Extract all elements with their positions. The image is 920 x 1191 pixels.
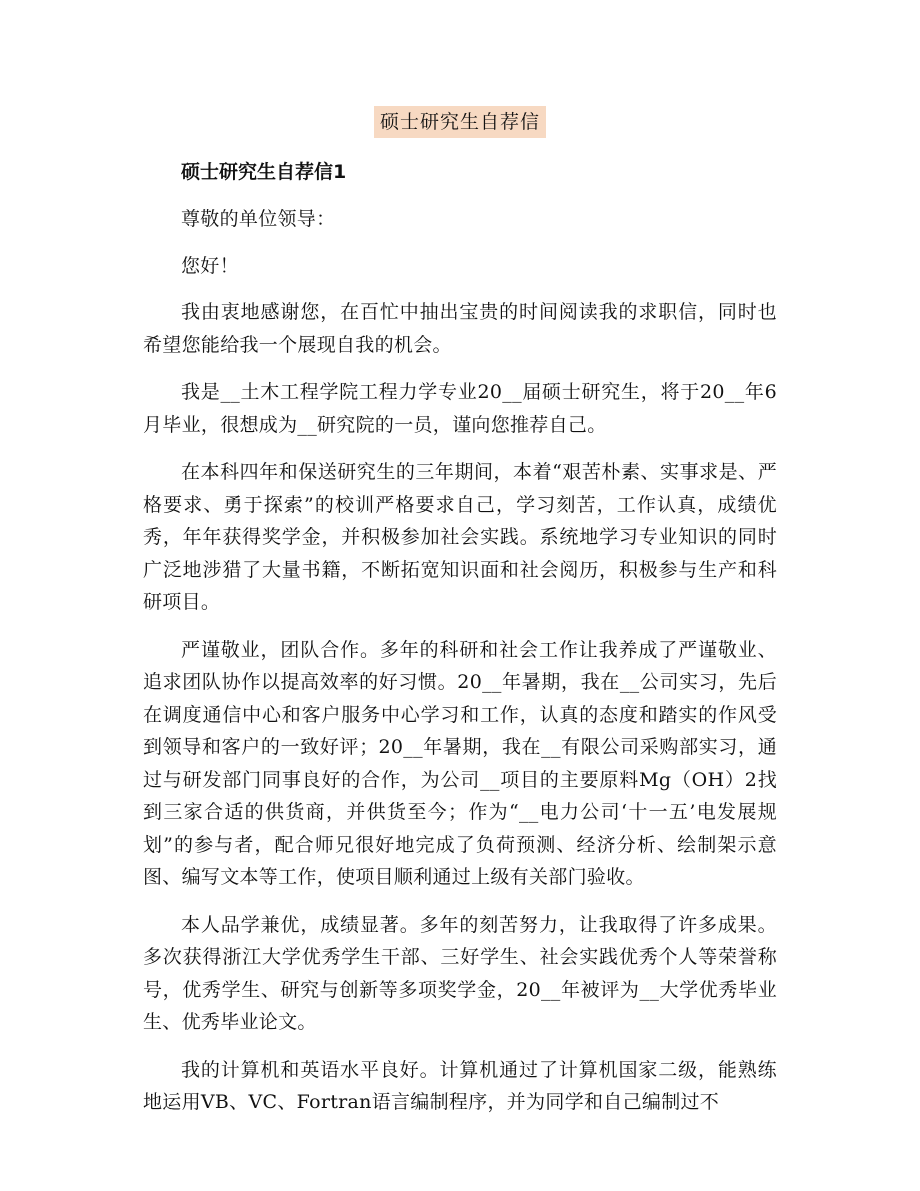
paragraph-thanks: 我由衷地感谢您，在百忙中抽出宝贵的时间阅读我的求职信，同时也希望您能给我一个展现自我的机会。 bbox=[143, 301, 777, 356]
paragraph-study-years: 在本科四年和保送研究生的三年期间，本着“艰苦朴素、实事求是、严格要求、勇于探索”的校训严格要求自己，学习刻苦，工作认真，成绩优秀，年年获得奖学金，并积极参加社会实践。系统地学习专业知识的同时广泛地涉猎了大量书籍，不断拓宽知识面和社会阅历，积极参与生产和科研项目。 bbox=[143, 461, 777, 613]
salutation: 尊敬的单位领导： bbox=[181, 208, 336, 230]
document-title-wrap bbox=[0, 106, 920, 138]
greeting: 您好！ bbox=[181, 254, 239, 277]
section-heading: 硕士研究生自荐信1 bbox=[181, 161, 347, 183]
document-title: 硕士研究生自荐信 bbox=[374, 106, 546, 138]
paragraph-achievements: 本人品学兼优，成绩显著。多年的刻苦努力，让我取得了许多成果。多次获得浙江大学优秀学生干部、三好学生、社会实践优秀个人等荣誉称号，优秀学生、研究与创新等多项奖学金，20__年被评为__大学优秀毕业生、优秀毕业论文。 bbox=[143, 913, 777, 1033]
paragraph-teamwork: 严谨敬业，团队合作。多年的科研和社会工作让我养成了严谨敬业、追求团队协作以提高效率的好习惯。20__年暑期，我在__公司实习，先后在调度通信中心和客户服务中心学习和工作，认真的态度和踏实的作风受到领导和客户的一致好评；20__年暑期，我在__有限公司采购部实习，通过与研发部门同事良好的合作，为公司__项目的主要原料Mg（OH）2找到三家合适的供货商，并供货至今；作为“__电力公司‘十一五’电发展规划”的参与者，配合师兄很好地完成了负荷预测、经济分析、绘制架示意图、编写文本等工作，使项目顺利通过上级有关部门验收。 bbox=[143, 638, 777, 888]
paragraph-skills: 我的计算机和英语水平良好。计算机通过了计算机国家二级，能熟练地运用VB、VC、Fortran语言编制程序，并为同学和自己编制过不 bbox=[143, 1058, 777, 1113]
paragraph-introduction: 我是__土木工程学院工程力学专业20__届硕士研究生，将于20__年6月毕业，很想成为__研究院的一员，谨向您推荐自己。 bbox=[143, 381, 777, 436]
document-body bbox=[143, 155, 777, 1134]
